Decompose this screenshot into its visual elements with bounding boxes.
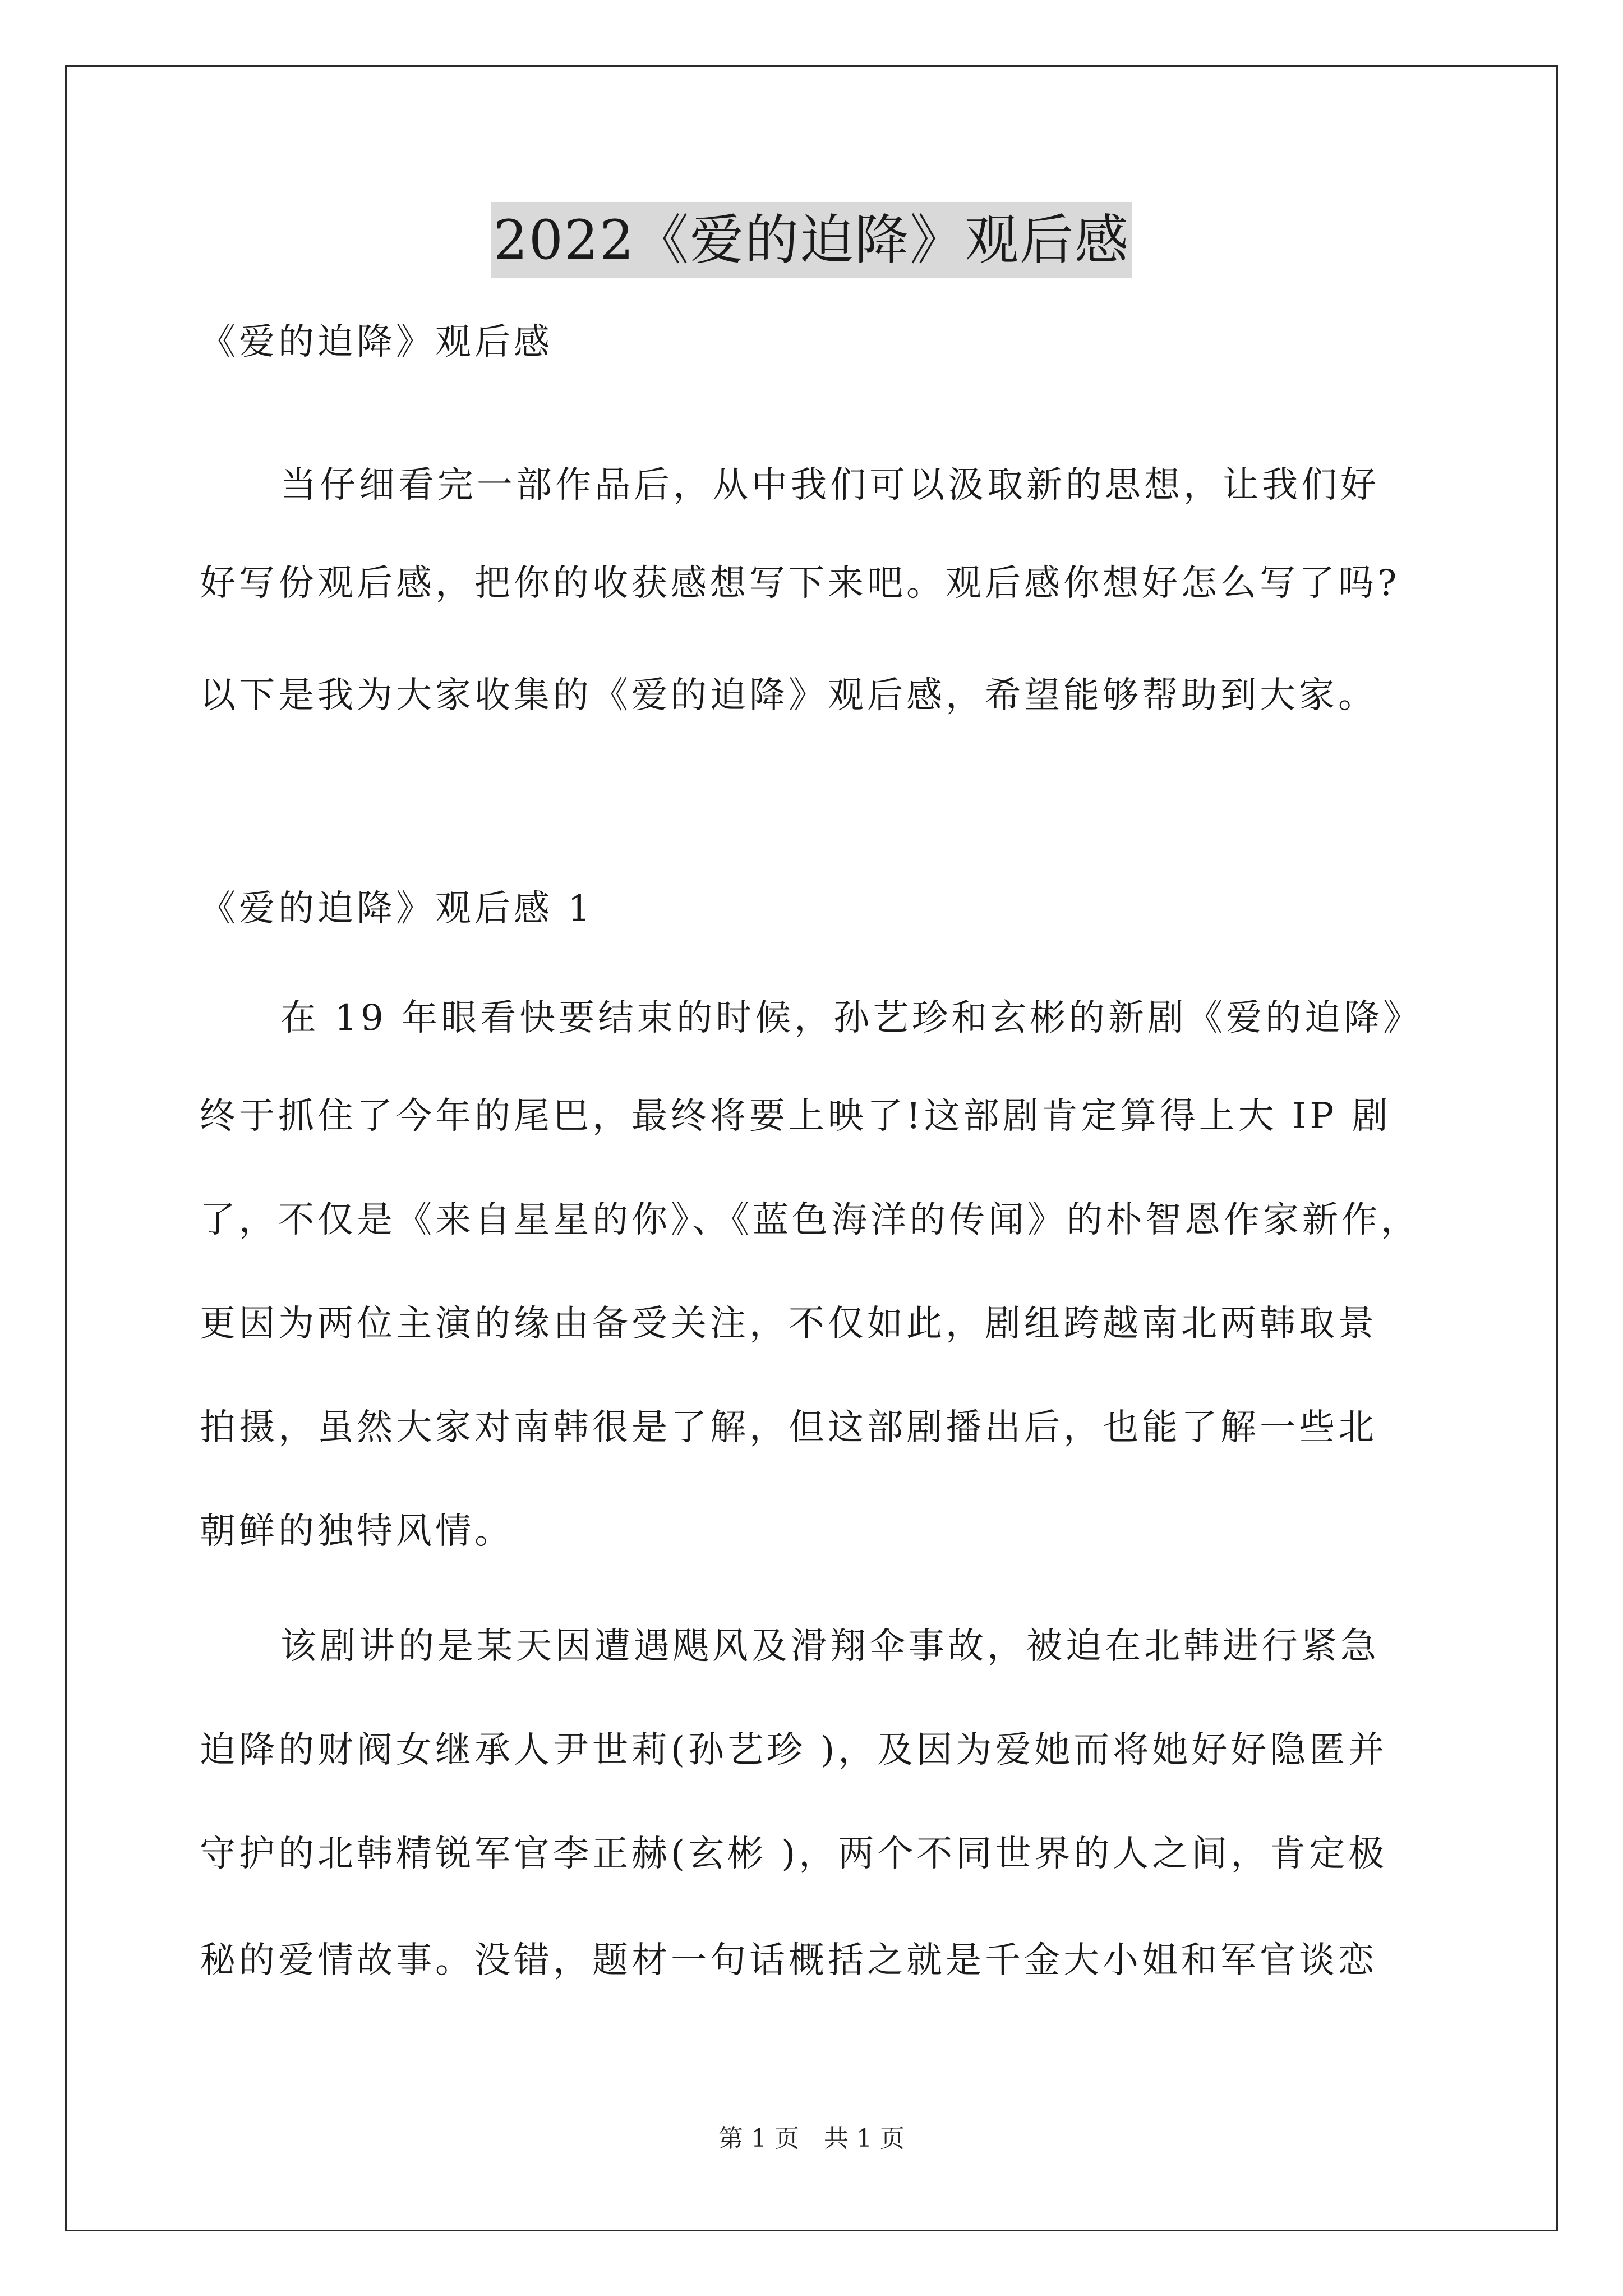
paragraph-line: 守护的北韩精锐军官李正赫(玄彬 )，两个不同世界的人之间，肯定极	[200, 1833, 1388, 1875]
document-title: 2022《爱的迫降》观后感	[491, 202, 1132, 278]
subtitle: 《爱的迫降》观后感	[200, 321, 553, 363]
paragraph-line: 该剧讲的是某天因遭遇飓风及滑翔伞事故，被迫在北韩进行紧急	[280, 1626, 1380, 1667]
paragraph-line: 秘的爱情故事。没错，题材一句话概括之就是千金大小姐和军官谈恋	[200, 1940, 1377, 1981]
intro-line: 当仔细看完一部作品后，从中我们可以汲取新的思想，让我们好	[280, 464, 1380, 506]
section-heading: 《爱的迫降》观后感 1	[200, 888, 594, 930]
paragraph-line: 在 19 年眼看快要结束的时候，孙艺珍和玄彬的新剧《爱的迫降》	[280, 997, 1423, 1039]
intro-line: 好写份观后感，把你的收获感想写下来吧。观后感你想好怎么写了吗?	[200, 563, 1400, 604]
intro-line: 以下是我为大家收集的《爱的迫降》观后感，希望能够帮助到大家。	[200, 675, 1377, 716]
paragraph-line: 拍摄，虽然大家对南韩很是了解，但这部剧播出后，也能了解一些北	[200, 1407, 1377, 1448]
paragraph-line: 终于抓住了今年的尾巴，最终将要上映了!这部剧肯定算得上大 IP 剧	[200, 1096, 1391, 1137]
paragraph-line: 迫降的财阀女继承人尹世莉(孙艺珍 )，及因为爱她而将她好好隐匿并	[200, 1729, 1388, 1771]
paragraph-line: 朝鲜的独特风情。	[200, 1511, 514, 1552]
paragraph-line: 了，不仅是《来自星星的你》、《蓝色海洋的传闻》的朴智恩作家新作，	[200, 1199, 1420, 1241]
page-footer: 第 1 页 共 1 页	[718, 2124, 905, 2153]
paragraph-line: 更因为两位主演的缘由备受关注，不仅如此，剧组跨越南北两韩取景	[200, 1303, 1377, 1345]
title-container	[0, 202, 1623, 278]
page-border	[65, 65, 1558, 2231]
